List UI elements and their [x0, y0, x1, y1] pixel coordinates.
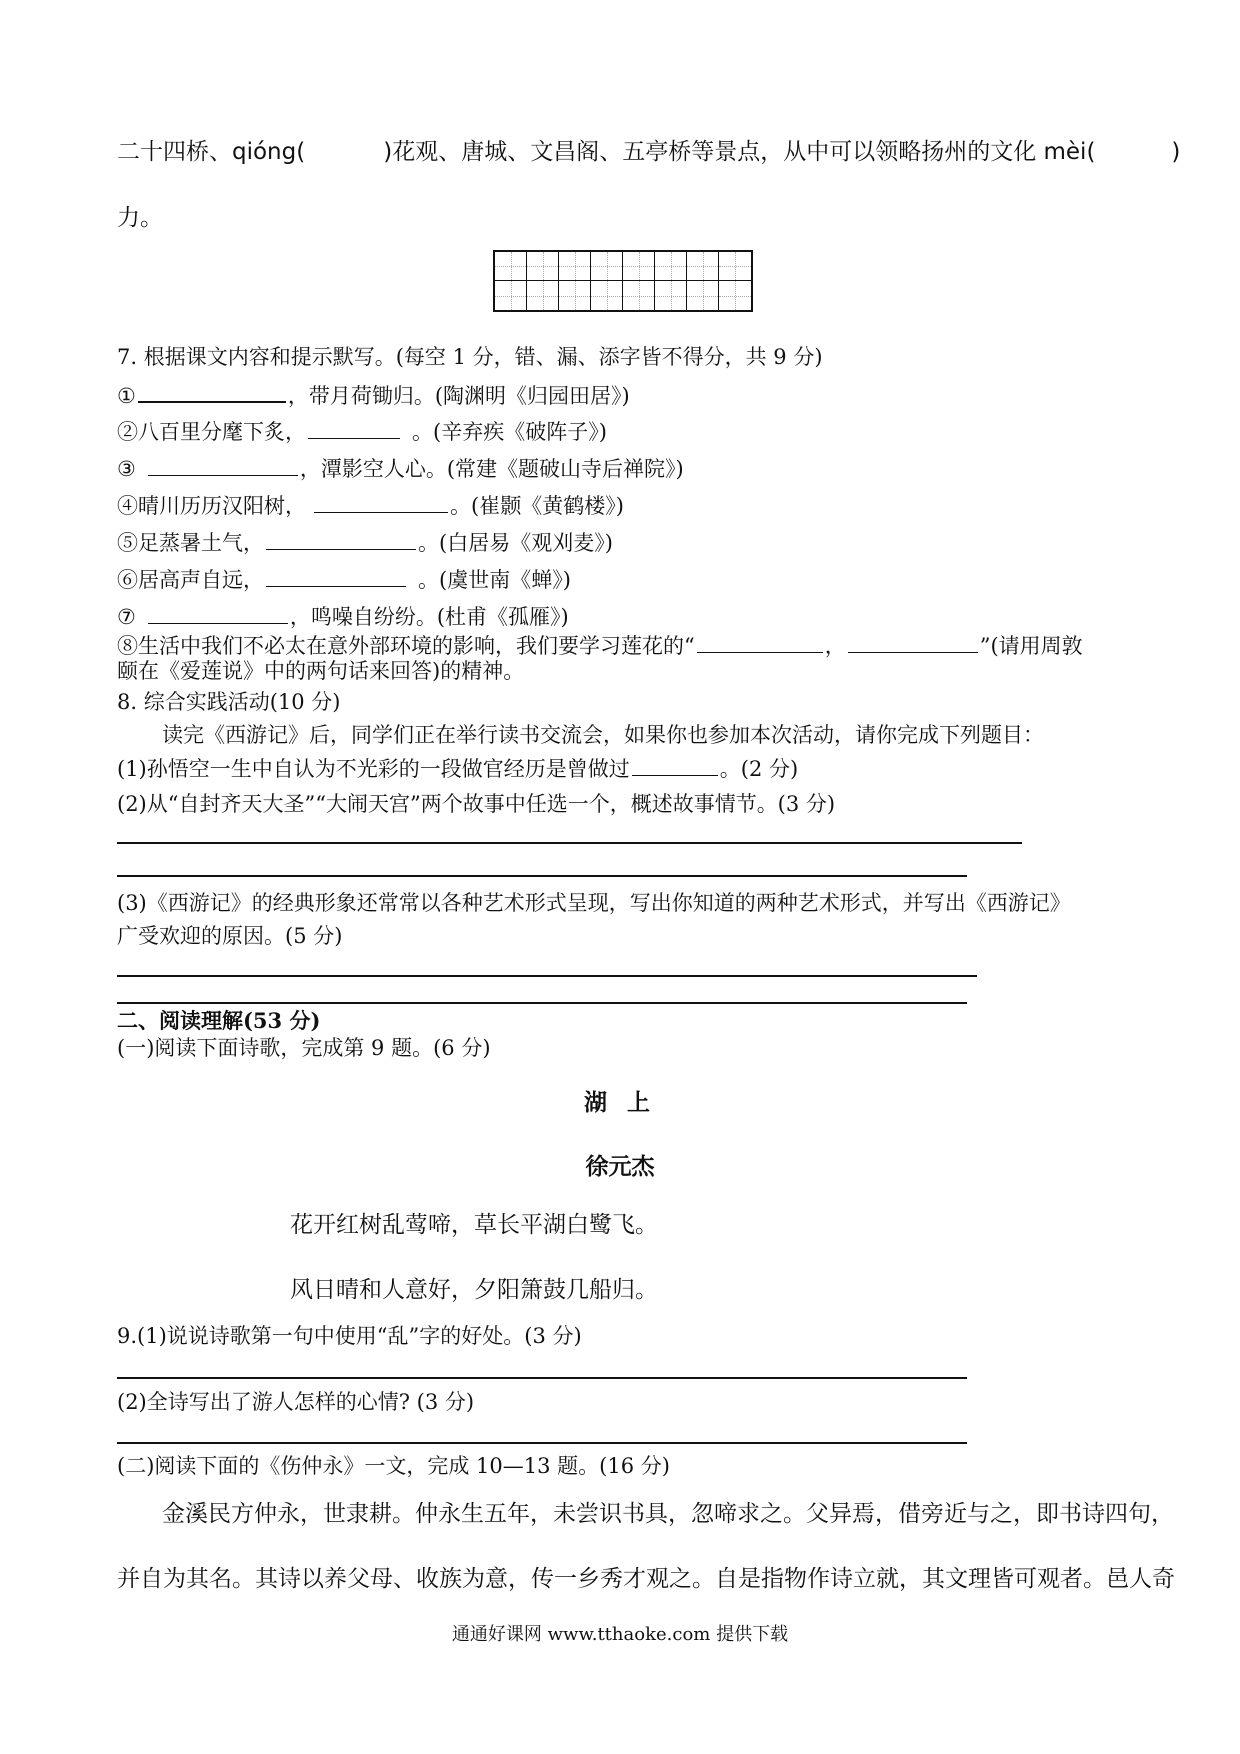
q7-blank-8b[interactable] [848, 634, 978, 653]
grid-cell[interactable] [559, 281, 591, 310]
answer-line[interactable] [117, 1377, 967, 1379]
q9-sub-2: (2)全诗写出了游人怎样的心情? (3 分) [117, 1390, 475, 1414]
q7-item-7-pre: ⑦ [117, 605, 136, 629]
grid-cell[interactable] [591, 281, 623, 310]
intro-line-1 [117, 141, 1180, 164]
q8-sub-2: (2)从“自封齐天大圣”“大闹天宫”两个故事中任选一个，概述故事情节。(3 分) [117, 792, 836, 816]
q7-item-6-post: 。(虞世南《蝉》) [418, 568, 571, 592]
grid-cell[interactable] [623, 281, 655, 310]
q7-item-1-pre: ① [117, 384, 136, 408]
intro-line-2: 力。 [117, 205, 163, 231]
grid-cell[interactable] [527, 281, 559, 310]
q7-item-1 [117, 383, 630, 407]
section-2-part-1: (一)阅读下面诗歌，完成第 9 题。(6 分) [117, 1036, 491, 1060]
answer-line[interactable] [117, 975, 977, 977]
q7-heading: 7. 根据课文内容和提示默写。(每空 1 分，错、漏、添字皆不得分，共 9 分) [117, 345, 823, 369]
q7-item-6-pre: ⑥居高声自远， [117, 568, 264, 592]
grid-cell[interactable] [687, 252, 719, 281]
q7-item-4-post: 。(崔颢《黄鹤楼》) [450, 494, 624, 518]
grid-cell[interactable] [495, 281, 527, 310]
q7-blank-3[interactable] [148, 457, 298, 476]
intro-text-c: ) [1171, 139, 1181, 165]
q7-item-4-pre: ④晴川历历汉阳树， [117, 494, 306, 518]
grid-cell[interactable] [719, 281, 751, 310]
writing-grid[interactable] [493, 250, 753, 312]
q7-item-3-post: ，潭影空人心。(常建《题破山寺后禅院》) [299, 457, 684, 481]
grid-cell[interactable] [719, 252, 751, 281]
intro-text-a: 二十四桥、qióng( [117, 139, 306, 165]
q7-blank-8a[interactable] [697, 634, 823, 653]
grid-cell[interactable] [495, 252, 527, 281]
q7-item-3 [117, 457, 684, 480]
q7-item-1-post: ，带月荷锄归。(陶渊明《归园田居》) [287, 384, 630, 408]
grid-cell[interactable] [655, 252, 687, 281]
q7-item-8-text-c: ”(请用周敦 [979, 634, 1083, 658]
q7-item-5-post: 。(白居易《观刈麦》) [418, 531, 613, 555]
grid-cell[interactable] [559, 252, 591, 281]
q8-intro: 读完《西游记》后，同学们正在举行读书交流会，如果你也参加本次活动，请你完成下列题目： [162, 723, 1044, 747]
poem-author: 徐元杰 [585, 1154, 655, 1180]
q7-item-5 [117, 531, 613, 554]
q7-item-3-pre: ③ [117, 457, 136, 481]
q7-item-8-text-a: ⑧生活中我们不必太在意外部环境的影响，我们要学习莲花的“ [117, 634, 695, 658]
q7-blank-5[interactable] [266, 531, 416, 550]
q7-item-7 [117, 605, 569, 628]
q7-item-2-post: 。(辛弃疾《破阵子》) [412, 420, 607, 444]
grid-cell[interactable] [623, 252, 655, 281]
grid-cell[interactable] [527, 252, 559, 281]
q7-blank-7[interactable] [148, 605, 288, 624]
q7-item-7-post: ，鸣噪自纷纷。(杜甫《孤雁》) [289, 605, 569, 629]
poem-title [0, 1084, 1240, 1117]
q7-item-2-pre: ②八百里分麾下炙， [117, 420, 306, 444]
answer-line[interactable] [117, 1442, 967, 1444]
grid-cell[interactable] [591, 252, 623, 281]
q9-sub-1: 9.(1)说说诗歌第一句中使用“乱”字的好处。(3 分) [117, 1324, 582, 1348]
q8-sub-1-text-a: (1)孙悟空一生中自认为不光彩的一段做官经历是曾做过 [117, 757, 630, 781]
q7-item-6 [117, 568, 571, 591]
q7-blank-4[interactable] [314, 494, 448, 513]
q8-blank-1[interactable] [632, 757, 718, 776]
poem-line-1: 花开红树乱莺啼，草长平湖白鹭飞。 [290, 1212, 658, 1238]
q7-blank-6[interactable] [266, 568, 406, 587]
q8-sub-3-line-2: 广受欢迎的原因。(5 分) [117, 924, 343, 948]
answer-line[interactable] [117, 1002, 967, 1004]
poem-title-text: 湖 上 [583, 1090, 656, 1116]
poem-line-2: 风日晴和人意好，夕阳箫鼓几船归。 [290, 1277, 658, 1303]
q7-item-4 [117, 494, 624, 517]
passage-line-2: 并自为其名。其诗以养父母、收族为意，传一乡秀才观之。自是指物作诗立就，其文理皆可观者。邑人奇 [117, 1566, 1175, 1592]
q7-item-8-line2: 颐在《爱莲说》中的两句话来回答)的精神。 [117, 659, 525, 683]
q7-blank-1[interactable] [138, 383, 286, 403]
intro-text-b: )花观、唐城、文昌阁、五亭桥等景点，从中可以领略扬州的文化 mèi( [383, 139, 1096, 165]
q7-item-5-pre: ⑤足蒸暑土气， [117, 531, 264, 555]
passage-line-1: 金溪民方仲永，世隶耕。仲永生五年，未尝识书具，忽啼求之。父异焉，借旁近与之，即书诗四句， [162, 1501, 1174, 1527]
answer-line[interactable] [117, 875, 967, 877]
q7-blank-2[interactable] [308, 420, 400, 439]
grid-cell[interactable] [687, 281, 719, 310]
page-footer: 通通好课网 www.tthaoke.com 提供下载 [451, 1624, 789, 1645]
q7-item-8 [117, 634, 1083, 657]
q8-heading: 8. 综合实践活动(10 分) [117, 690, 341, 714]
q7-item-2 [117, 420, 607, 443]
q8-sub-1-text-b: 。(2 分) [719, 757, 799, 781]
q8-sub-3-line-1: (3)《西游记》的经典形象还常常以各种艺术形式呈现，写出你知道的两种艺术形式，并写出《西游记》 [117, 891, 1071, 915]
grid-cell[interactable] [655, 281, 687, 310]
q7-item-8-text-b: ， [824, 634, 846, 658]
answer-line[interactable] [117, 842, 1022, 844]
section-2-heading: 二、阅读理解(53 分) [117, 1008, 321, 1033]
part-2-heading: (二)阅读下面的《伤仲永》一文，完成 10—13 题。(16 分) [117, 1454, 670, 1478]
q8-sub-1 [117, 757, 798, 780]
